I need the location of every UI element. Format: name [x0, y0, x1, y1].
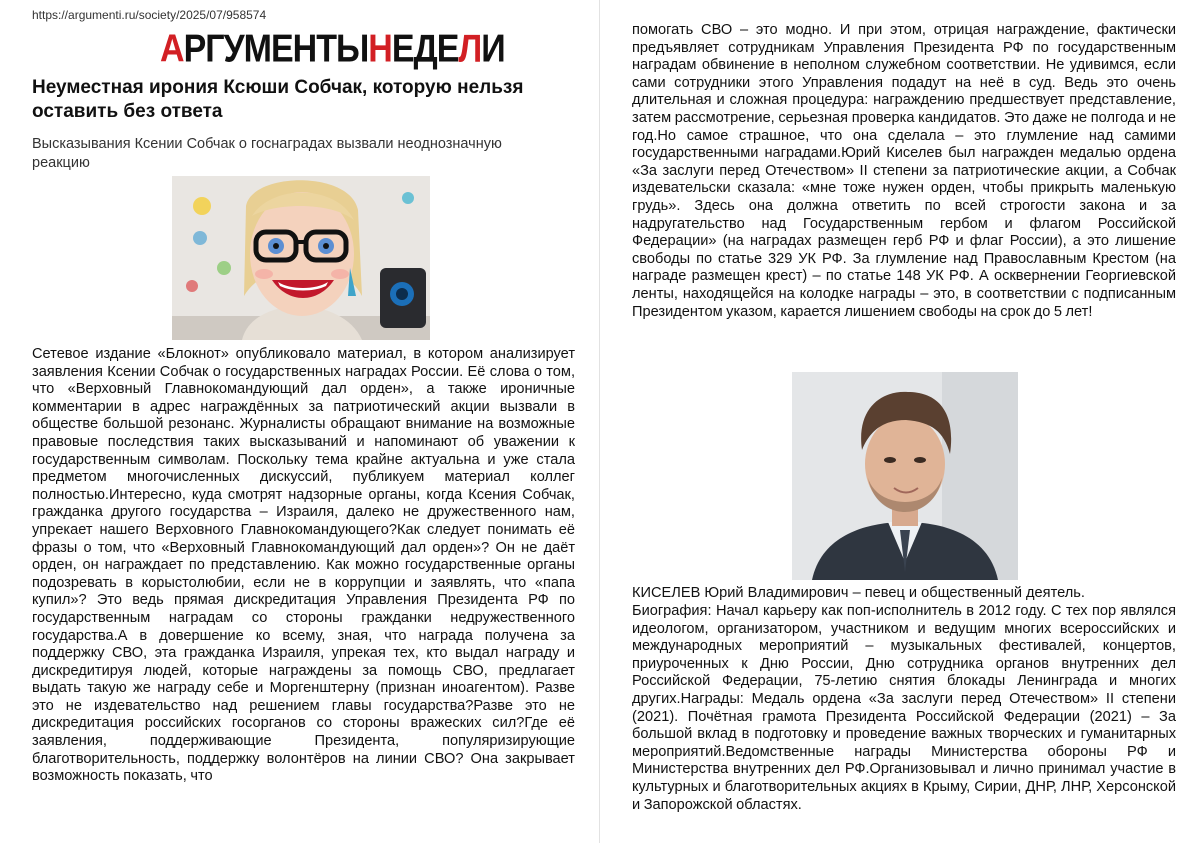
article-subheadline: Высказывания Ксении Собчак о госнаградах вызвали неоднозначную реакцию — [32, 136, 502, 171]
article-body-left: Сетевое издание «Блокнот» опубликовало материал, в котором анализирует заявления Ксении Собчак о государственных наградах России. Её слова о том, что «Верховный Главнокомандующий дал орден», а также ироничные комментарии в адрес награждённых за патриотический акции вызвали в обществе большой резонанс. Журналисты обращают внимание на возможные правовые последствия таких высказываний и напоминают об уважении к государственным символам. Поскольку тема крайне актуальна и уже стала предметом многочисленных дискуссий, публикуем материал коллег полностью.Интересно, куда смотрят надзорные органы, когда Ксения Собчак, гражданка другого государства – Израиля, далеко не дружественного нам, упрекает нашего Верховного Главнокомандующего?Как следует понимать её фразы о том, что «Верховный Главнокомандующий дал орден»? Он не даёт орден, он награждает по представлению. Как можно государственные органы подозревать в корыстолюбии, если не в коррупции и заявлять, что «папа купил»? Это ведь прямая дискредитация Управления Президента РФ по государственным наградам со стороны гражданки недружественного государства.А в довершение ко всему, зная, что награда получена за поддержку СВО, эта гражданка Израиля, упрекая тех, кто выдал награду и дискредитируя людей, которые награждены за помощь СВО, предлагает выдать такую же награду себе и Моргенштерну (признан иноагентом). Разве это не издевательство над решением главы государства?Разве это не дискредитация российских госорганов со стороны вражеских сил?Где её заявления, поддерживающие Президента, популяризирующие благотворительность, поддержку волонтёров на линии СВО? Она закрывает возможность показать, что — [32, 346, 575, 785]
sobchak-illustration — [172, 176, 430, 340]
biography-text: Биография: Начал карьеру как поп-исполнитель в 2012 году. С тех пор являлся идеологом, организатором, участником и ведущим многих всероссийских и международных мероприятий – музыкальных фестивалей, концертов, приуроченных к Дню России, Дню сотрудника органов внутренних дел Российской Федерации, 75-летию снятия блокады Ленинграда и многих других.Награды: Медаль ордена «За заслуги перед Отечеством» II степени (2021). Почётная грамота Президента Российской Федерации (2021) – За большой вклад в подготовку и проведение важных творческих и гуманитарных мероприятий.Ведомственные награды Министерства обороны РФ и Министерства внутренних дел РФ.Организовывал и лично принимал участие в культурных и благотворительных акциях в Крыму, Сирии, ДНР, ЛНР, Херсонской и Запорожской областях. — [632, 603, 1176, 813]
logo-letter-n: Н — [368, 26, 392, 71]
logo-word-2b: И — [481, 26, 505, 71]
logo-letter-l: Л — [458, 26, 482, 71]
sobchak-photo — [172, 176, 430, 340]
logo-letter-a: А — [160, 26, 184, 71]
source-url[interactable]: https://argumenti.ru/society/2025/07/958574 — [32, 8, 267, 22]
publication-logo — [160, 23, 505, 76]
kiselev-portrait — [792, 372, 1018, 580]
logo-word-2a: ЕДЕ — [391, 26, 459, 71]
right-page — [600, 0, 1200, 843]
article-headline: Неуместная ирония Ксюши Собчак, которую нельзя оставить без ответа — [32, 77, 524, 122]
photo-caption: КИСЕЛЕВ Юрий Владимирович – певец и общественный деятель. — [632, 585, 1085, 601]
logo-word-1: РГУМЕНТЫ — [183, 26, 369, 71]
article-body-right: помогать СВО – это модно. И при этом, отрицая награждение, фактически предъявляет сотрудникам Управления Президента РФ по государственным наградам обвинение в неполном служебном соответствии. Не удивимся, если сами сотрудники этого Управления подадут на неё в суд. Ведь это очень длительная и сложная процедура: награждению предшествует представление, затем рассмотрение, серьезная проверка кандидатов. Это даже не полгода и не год.Но самое страшное, что она сделала – это глумление над самими государственными наградами.Юрий Киселев был награжден медалью ордена «За заслуги перед Отечеством» II степени за патриотические акции, а Собчак издевательски сказала: «мне тоже нужен орден, чтобы прикрыть маленькую грудь». Здесь она должна ответить по всей строгости закона и за надругательство над Государственным гербом и флагом Российской Федерации» (на наградах размещен герб РФ и флаг России), а это лишение свободы по статье 329 УК РФ. За глумление над Православным Крестом (на награде размещен крест) – по статье 148 УК РФ. А осквернении Георгиевской ленты, находящейся на колодке награды – это, в соответствии с подписанным Президентом указом, карается лишением свободы на срок до 5 лет! — [632, 22, 1176, 320]
kiselev-photo — [792, 372, 1018, 580]
